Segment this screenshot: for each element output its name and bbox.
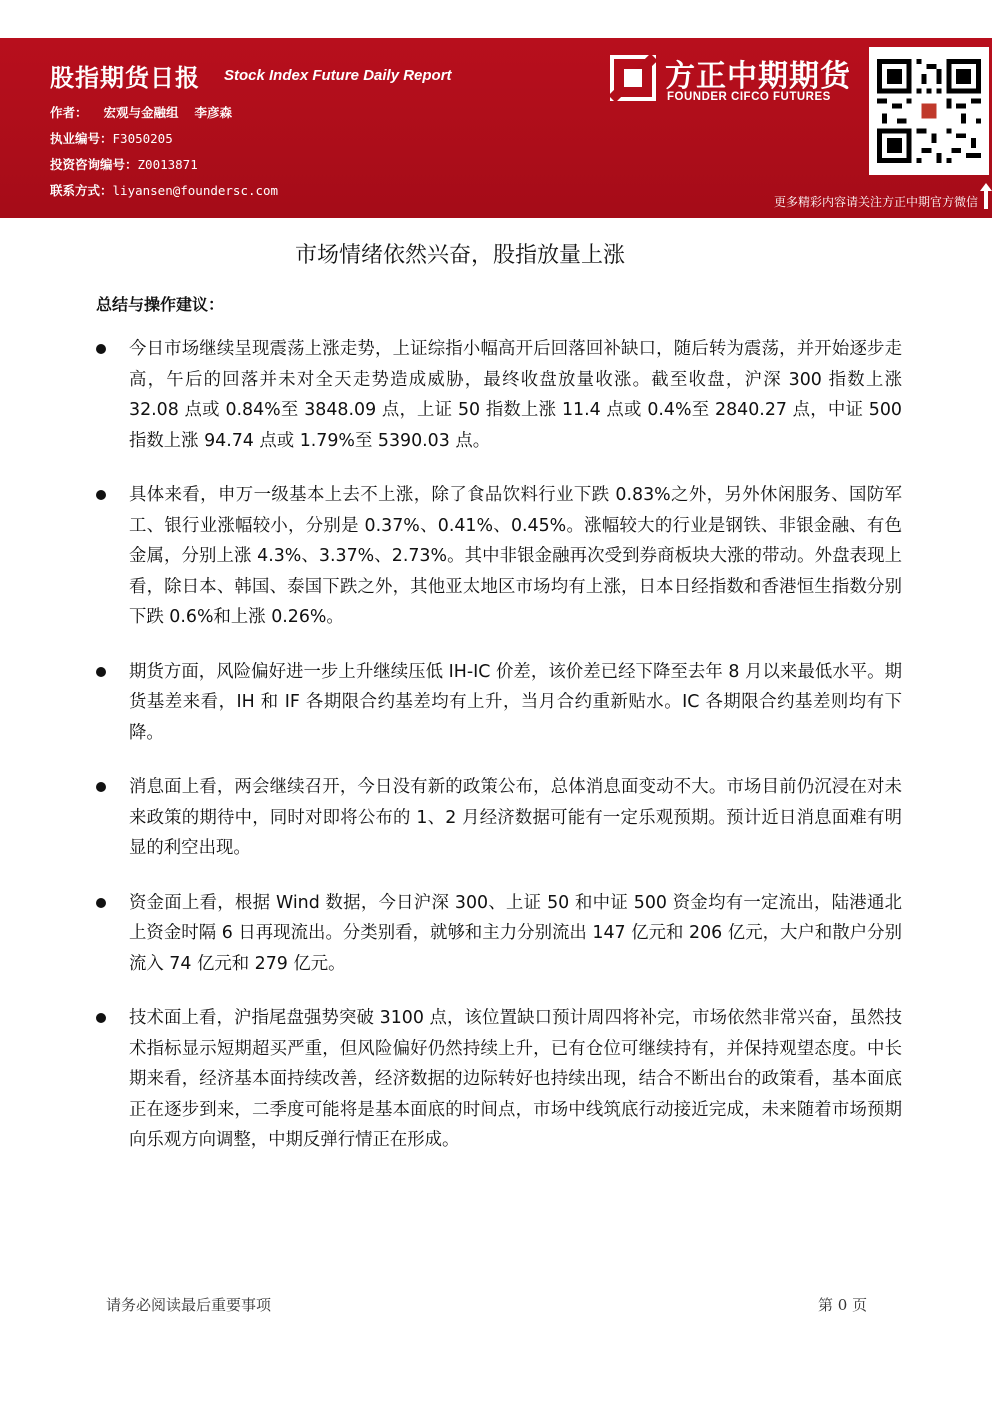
summary-bullet-list: [96, 334, 902, 1180]
list-item: [96, 888, 902, 980]
report-subtitle: Stock Index Future Daily Report: [224, 67, 452, 84]
page-number: 第 0 页: [818, 1296, 868, 1314]
bullet-dot-icon: [96, 1013, 106, 1023]
bullet-text: 消息面上看，两会继续召开，今日没有新的政策公布，总体消息面变动不大。市场目前仍沉浸在对未来政策的期待中，同时对即将公布的 1、2 月经济数据可能有一定乐观预期。预计近日消息面难有明显的利空出现。: [129, 777, 902, 858]
bullet-dot-icon: [96, 344, 106, 354]
bullet-text: 期货方面，风险偏好进一步上升继续压低 IH-IC 价差，该价差已经下降至去年 8 月以来最低水平。期货基差来看，IH 和 IF 各期限合约基差均有上升，当月合约重新贴水。IC 各期限合约基差则均有下降。: [129, 661, 902, 743]
founder-logo-icon: [610, 55, 656, 101]
contact-line: [50, 181, 278, 199]
license-value: F3050205: [112, 131, 173, 146]
logo-text-cn: 方正中期期货: [665, 59, 851, 94]
author-name: 李彦森: [194, 105, 233, 120]
bullet-dot-icon: [96, 782, 106, 792]
list-item: [96, 480, 902, 633]
list-item: [96, 657, 902, 749]
document-title: 市场情绪依然兴奋，股指放量上涨: [294, 243, 625, 268]
section-heading: 总结与操作建议：: [96, 295, 225, 314]
list-item: [96, 334, 902, 456]
list-item: [96, 772, 902, 864]
advisory-line: [50, 155, 198, 173]
bullet-dot-icon: [96, 490, 106, 500]
logo-text-en: FOUNDER CIFCO FUTURES: [667, 91, 831, 103]
list-item: [96, 1003, 902, 1156]
report-header: [0, 38, 992, 218]
bullet-text: 具体来看，申万一级基本上去不上涨，除了食品饮料行业下跌 0.83%之外，另外休闲服务、国防军工、银行业涨幅较小，分别是 0.37%、0.41%、0.45%。涨幅较大的行业是钢铁、非银金融、有色金属，分别上涨 4.3%、3.37%、2.73%。其中非银金融再次受到券商板块大涨的带动。外盘表现上看，除日本、韩国、泰国下跌之外，其他亚太地区市场均有上涨，日本日经指数和香港恒生指数分别下跌 0.6%和上涨 0.26%。: [129, 485, 902, 627]
report-title: 股指期货日报: [50, 64, 200, 92]
bullet-dot-icon: [96, 667, 106, 677]
bullet-text: 今日市场继续呈现震荡上涨走势，上证综指小幅高开后回落回补缺口，随后转为震荡，并开始逐步走高，午后的回落并未对全天走势造成威胁，最终收盘放量收涨。截至收盘，沪深 300 指数上涨 32.08 点或 0.84%至 3848.09 点，上证 50 指数上涨 11.4 点或 0.4%至 2840.27 点，中证 500 指数上涨 94.74 点或 1.79%至 5390.03 点。: [129, 339, 902, 451]
advisory-label: 投资咨询编号：: [50, 157, 138, 172]
contact-value[interactable]: liyansen@foundersc.com: [112, 183, 279, 198]
author-group: 宏观与金融组: [103, 105, 179, 120]
license-label: 执业编号：: [50, 131, 113, 146]
footer-notice: 请务必阅读最后重要事项: [106, 1296, 272, 1314]
author-line: [50, 103, 232, 121]
qr-code-icon: [877, 55, 981, 167]
contact-label: 联系方式：: [50, 183, 113, 198]
wechat-follow-note: 更多精彩内容请关注方正中期官方微信: [773, 195, 978, 209]
arrow-up-icon: [980, 183, 992, 209]
advisory-value: Z0013871: [137, 157, 198, 172]
license-line: [50, 129, 173, 147]
bullet-text: 技术面上看，沪指尾盘强势突破 3100 点，该位置缺口预计周四将补完，市场依然非常兴奋，虽然技术指标显示短期超买严重，但风险偏好仍然持续上升，已有仓位可继续持有，并保持观望态度。中长期来看，经济基本面持续改善，经济数据的边际转好也持续出现，结合不断出台的政策看，基本面底正在逐步到来，二季度可能将是基本面底的时间点，市场中线筑底行动接近完成，未来随着市场预期向乐观方向调整，中期反弹行情正在形成。: [129, 1008, 902, 1150]
author-label: 作者：: [50, 105, 88, 120]
bullet-dot-icon: [96, 898, 106, 908]
bullet-text: 资金面上看，根据 Wind 数据，今日沪深 300、上证 50 和中证 500 资金均有一定流出，陆港通北上资金时隔 6 日再现流出。分类别看，就够和主力分别流出 147 亿元和 206 亿元，大户和散户分别流入 74 亿元和 279 亿元。: [129, 892, 902, 974]
wechat-qr-code: [869, 47, 989, 175]
